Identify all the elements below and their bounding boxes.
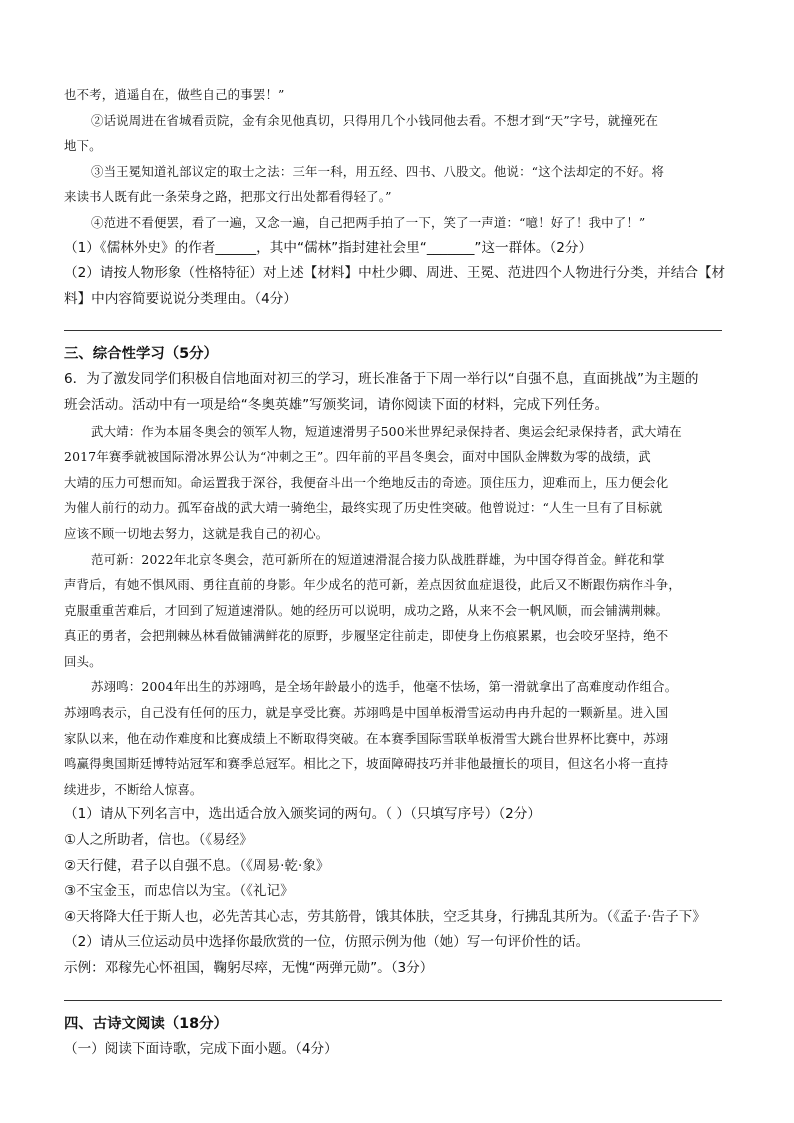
athlete-text: 真正的勇者，会把荆棘丛林看做铺满鲜花的原野，步履坚定往前走，即使身上伤痕累累，也会咬牙坚持，绝不: [64, 628, 669, 644]
athlete-text: 续进步，不断给人惊喜。: [64, 781, 203, 797]
quote-option: ①人之所助者，信也。（《易经》: [64, 832, 253, 849]
material-item-2: ②话说周进在省城看贡院，金有余见他真切，只得用几个小钱同他去看。不想才到“天”字号，就撞死在: [91, 112, 659, 128]
question-2: （2）请按人物形象（性格特征）对上述【材料】中杜少卿、周进、王冕、范进四个人物进行分类，并结合【材: [64, 265, 726, 282]
athlete-text: 回头。: [64, 653, 102, 669]
material-block: [64, 82, 734, 236]
question-6-1: （1）请从下列名言中，选出适合放入颁奖词的两句。（ ）（只填写序号）（2分）: [64, 806, 541, 823]
athlete-text: 声背后，有她不惧风雨、勇往直前的身影。年少成名的范可新，差点因贫血症退役，此后又不断跟伤病作斗争，: [64, 577, 681, 593]
athlete-text: 2017年赛季就被国际滑冰界公认为“冲刺之王”。四年前的平昌冬奥会，面对中国队金牌数为零的战绩，武: [64, 449, 651, 465]
example-text: 示例：邓稼先心怀祖国，鞠躬尽瘁，无愧“两弹元勋”。（3分）: [64, 960, 434, 976]
athlete-fan-kexin: [64, 547, 734, 675]
material-line: 地下。: [64, 138, 102, 154]
section-3: [64, 341, 734, 981]
material-line: 也不考，逍遥自在，做些自己的事罢！”: [64, 87, 285, 102]
quote-option: ③不宝金玉，而忠信以为宝。（《礼记》: [64, 883, 294, 900]
question-1: （1）《儒林外史》的作者______，其中“儒林”指封建社会里“_______”这一群体。（2分）: [64, 239, 593, 256]
question-6-intro: 6．为了激发同学们积极自信地面对初三的学习，班长准备于下周一举行以“自强不息，直面挑战”为主题的: [64, 371, 699, 388]
athlete-text: 应该不顾一切地去努力，这就是我自己的初心。: [64, 525, 329, 541]
section-4-sub: （一）阅读下面诗歌，完成下面小题。（4分）: [64, 1040, 338, 1057]
athlete-su-yiming: [64, 674, 734, 802]
athlete-text: 大靖的压力可想而知。命运置我于深谷，我便奋斗出一个绝地反击的奇迹。顶住压力，迎难而上，压力便会化: [64, 474, 669, 490]
quote-option: ②天行健，君子以自强不息。（《周易·乾·象》: [64, 857, 330, 874]
quote-option: ④天将降大任于斯人也，必先苦其心志，劳其筋骨，饿其体肤，空乏其身，行拂乱其所为。（《孟子·告子下》: [64, 908, 706, 925]
section-4-heading: 四、古诗文阅读（18分）: [64, 1015, 228, 1032]
athlete-text: 鸣赢得奥国斯廷博特站冠军和赛季总冠军。相比之下，坡面障碍技巧并非他最擅长的项目，但这名小将一直持: [64, 756, 669, 772]
athlete-text: 为催人前行的动力。孤军奋战的武大靖一骑绝尘，最终实现了历史性突破。他曾说过：“人生一旦有了目标就: [64, 500, 663, 516]
exam-page: [64, 82, 734, 1062]
athlete-wu-dajing: [64, 419, 734, 547]
athlete-text: 苏翊鸣：2004年出生的苏翊鸣，是全场年龄最小的选手，他毫不怯场，第一滑就拿出了高难度动作组合。: [91, 679, 678, 695]
athlete-text: 克服重重苦难后，才回到了短道速滑队。她的经历可以说明，成功之路，从来不会一帆风顺，而会铺满荆棘。: [64, 602, 669, 618]
question-6-2: （2）请从三位运动员中选择你最欣赏的一位，仿照示例为他（她）写一句评价性的话。: [64, 934, 590, 951]
athlete-text: 武大靖：作为本届冬奥会的领军人物，短道速滑男子500米世界纪录保持者、奥运会纪录保持者，武大靖在: [91, 423, 682, 439]
athlete-text: 家队以来，他在动作难度和比赛成绩上不断取得突破。在本赛季国际雪联单板滑雪大跳台世界杯比赛中，苏翊: [64, 730, 669, 746]
question-2-cont: 料】中内容简要说说分类理由。（4分）: [64, 290, 297, 307]
material-item-3: ③当王冕知道礼部议定的取士之法：三年一科，用五经、四书、八股文。他说：“这个法却定的不好。将: [91, 163, 665, 179]
athlete-text: 苏翊鸣表示，自己没有任何的压力，就是享受比赛。苏翊鸣是中国单板滑雪运动冉冉升起的一颗新星。进入国: [64, 705, 669, 721]
section-3-heading: 三、综合性学习（5分）: [64, 346, 218, 363]
section-4: [64, 1011, 734, 1063]
athlete-text: 范可新：2022年北京冬奥会，范可新所在的短道速滑混合接力队战胜群雄，为中国夺得首金。鲜花和掌: [91, 551, 665, 567]
question-6-intro: 班会活动。活动中有一项是给“冬奥英雄”写颁奖词，请你阅读下面的材料，完成下列任务。: [64, 396, 609, 413]
material-line: 来读书人既有此一条荣身之路，把那文行出处都看得轻了。”: [64, 189, 392, 205]
material-item-4: ④范进不看便罢，看了一遍，又念一遍，自己把两手拍了一下，笑了一声道：“噫！好了！我中了！”: [91, 214, 646, 230]
part2-questions: [64, 236, 734, 313]
